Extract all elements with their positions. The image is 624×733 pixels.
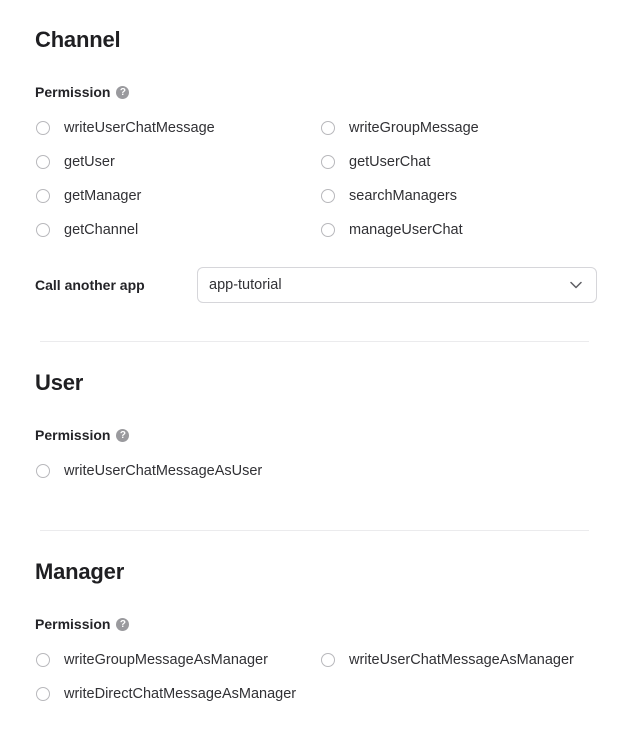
permission-option-writeUserChatMessageAsManager[interactable] xyxy=(321,650,574,670)
permission-option-label: getManager xyxy=(64,188,142,204)
manager-permission-label xyxy=(35,615,129,633)
permission-option-label: searchManagers xyxy=(349,188,457,204)
call-another-app-value: app-tutorial xyxy=(209,277,282,293)
permission-option-label: writeUserChatMessage xyxy=(64,120,215,136)
permission-label-text: Permission xyxy=(35,616,111,632)
permission-option-label: getUserChat xyxy=(349,154,431,170)
permission-label-text: Permission xyxy=(35,84,111,100)
radio-unchecked-icon[interactable] xyxy=(36,687,50,701)
permission-option-label: manageUserChat xyxy=(349,222,463,238)
permission-option-label: writeGroupMessageAsManager xyxy=(64,652,268,668)
permission-label-text: Permission xyxy=(35,427,111,443)
permission-option-writeDirectChatMessageAsManager[interactable] xyxy=(36,684,296,704)
manager-title: Manager xyxy=(35,559,125,584)
radio-unchecked-icon[interactable] xyxy=(36,653,50,667)
help-icon[interactable]: ? xyxy=(116,618,129,631)
permission-option-label: writeUserChatMessageAsUser xyxy=(64,463,263,479)
permission-option-label: writeDirectChatMessageAsManager xyxy=(64,686,297,702)
radio-unchecked-icon[interactable] xyxy=(321,653,335,667)
permission-option-writeGroupMessageAsManager[interactable] xyxy=(36,650,268,670)
help-icon[interactable]: ? xyxy=(116,429,129,442)
manager-section xyxy=(35,0,597,733)
permission-option-label: getChannel xyxy=(64,222,139,238)
permission-option-label: writeUserChatMessageAsManager xyxy=(349,652,574,668)
user-title: User xyxy=(35,370,84,395)
help-icon[interactable]: ? xyxy=(116,86,129,99)
permission-option-label: getUser xyxy=(64,154,115,170)
permission-option-label: writeGroupMessage xyxy=(349,120,479,136)
channel-title: Channel xyxy=(35,27,121,52)
call-another-app-label: Call another app xyxy=(35,277,145,293)
